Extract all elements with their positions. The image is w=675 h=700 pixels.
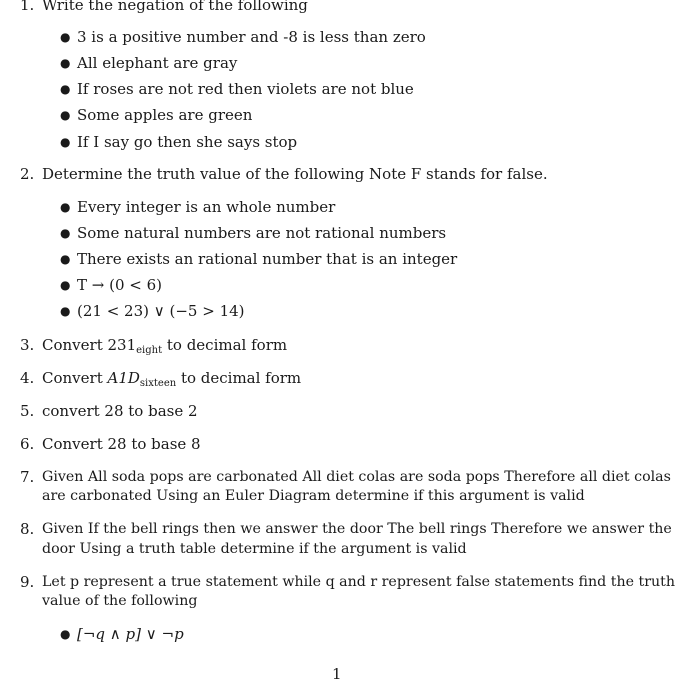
question-6-text: Convert 28 to base 8 [42,435,201,453]
question-7-line-1: Given All soda pops are carbonated All diet colas are soda pops Therefore all diet colas [42,469,671,485]
question-1-bullet-1: 3 is a positive number and -8 is less than zero [77,28,426,46]
question-9-line-2: value of the following [42,593,198,609]
question-4-number: 4. [20,369,35,387]
bullet-icon: ● [60,108,71,122]
bullet-icon: ● [60,304,71,318]
question-9-bullet-1: [¬q ∧ p] ∨ ¬p [77,625,184,643]
question-8-line-1: Given If the bell rings then we answer the door The bell rings Therefore we answer the [42,521,672,537]
question-4-text [42,369,301,388]
question-3-number: 3. [20,336,35,354]
question-9-line-1: Let p represent a true statement while q and r represent false statements find the truth [42,574,675,590]
question-5-text: convert 28 to base 2 [42,402,198,420]
question-3-subscript: eight [136,345,163,356]
question-1-bullet-2: All elephant are gray [77,54,238,72]
question-2-text: Determine the truth value of the following Note F stands for false. [42,165,548,183]
question-2-bullet-2: Some natural numbers are not rational numbers [77,224,447,242]
bullet-icon: ● [60,82,71,96]
question-2-bullet-1: Every integer is an whole number [77,198,336,216]
question-4-subscript: sixteen [139,378,177,389]
question-2-bullet-3: There exists an rational number that is an integer [77,250,458,268]
question-3-post: to decimal form [162,336,288,354]
question-4-math: A1D [107,369,140,387]
question-3-pre: Convert 231 [42,336,137,354]
question-8-number: 8. [20,520,35,538]
bullet-icon: ● [60,56,71,70]
bullet-icon: ● [60,135,71,149]
question-1-number: 1. [20,0,35,14]
question-2-bullet-4: T → (0 < 6) [77,276,163,294]
question-1-text: Write the negation of the following [42,0,308,14]
bullet-icon: ● [60,30,71,44]
question-6-number: 6. [20,435,35,453]
question-4-post: to decimal form [176,369,302,387]
question-8-line-2: door Using a truth table determine if the argument is valid [42,541,467,557]
question-2-number: 2. [20,165,35,183]
question-7-number: 7. [20,468,35,486]
question-1-bullet-5: If I say go then she says stop [77,133,298,151]
bullet-icon: ● [60,278,71,292]
page-number: 1 [332,665,342,683]
bullet-icon: ● [60,252,71,266]
question-7-line-2: are carbonated Using an Euler Diagram determine if this argument is valid [42,488,585,504]
question-2-bullet-5: (21 < 23) ∨ (−5 > 14) [77,302,245,320]
question-4-pre: Convert [42,369,108,387]
question-3-text [42,336,287,355]
question-5-number: 5. [20,402,35,420]
bullet-icon: ● [60,200,71,214]
question-1-bullet-3: If roses are not red then violets are not blue [77,80,414,98]
question-1-bullet-4: Some apples are green [77,106,253,124]
question-9-number: 9. [20,573,35,591]
bullet-icon: ● [60,226,71,240]
bullet-icon: ● [60,627,71,641]
